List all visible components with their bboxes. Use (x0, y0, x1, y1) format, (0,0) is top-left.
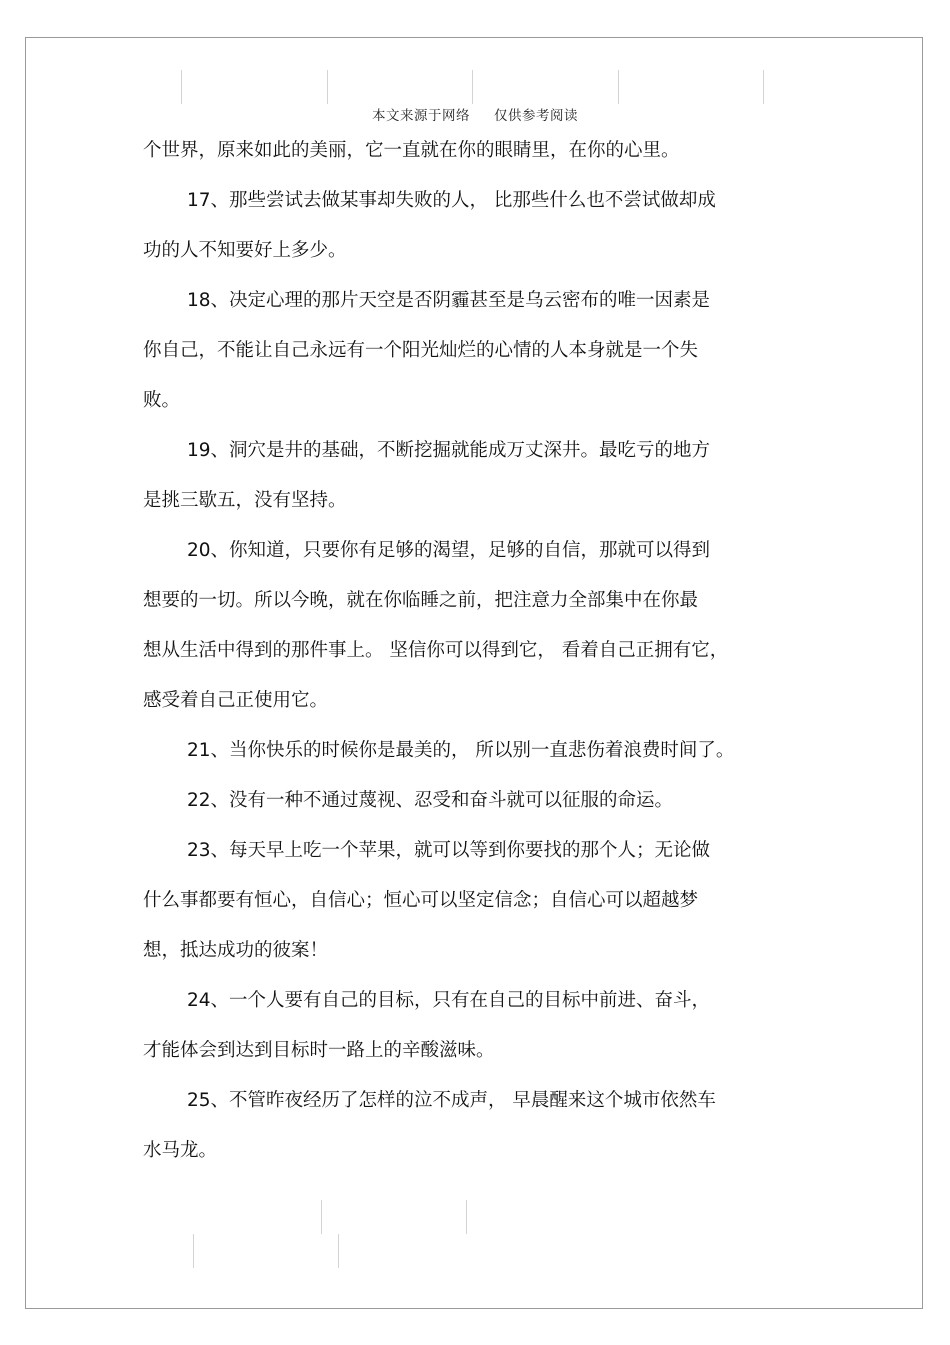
header-rule-mark (327, 70, 328, 104)
text-line: 17、那些尝试去做某事却失败的人， 比那些什么也不尝试做却成 (187, 190, 716, 211)
body-text (143, 134, 803, 1184)
text-line: 个世界，原来如此的美丽，它一直就在你的眼睛里，在你的心里。 (143, 140, 680, 161)
text-line: 25、不管昨夜经历了怎样的泣不成声， 早晨醒来这个城市依然车 (187, 1090, 716, 1111)
header-rule-mark (763, 70, 764, 104)
header-source-text: 本文来源于网络 (372, 108, 470, 124)
text-line: 想，抵达成功的彼案！ (143, 940, 329, 961)
header-rule-mark (618, 70, 619, 104)
text-line: 21、当你快乐的时候你是最美的， 所以别一直悲伤着浪费时间了。 (187, 740, 735, 761)
text-line: 你自己，不能让自己永远有一个阳光灿烂的心情的人本身就是一个失 (143, 340, 699, 361)
text-line: 水马龙。 (143, 1140, 218, 1161)
text-line: 才能体会到达到目标时一路上的辛酸滋味。 (143, 1040, 495, 1061)
header-rule-mark (472, 70, 473, 104)
text-line: 20、你知道，只要你有足够的渴望，足够的自信，那就可以得到 (187, 540, 711, 561)
text-line: 想要的一切。所以今晚，就在你临睡之前，把注意力全部集中在你最 (143, 590, 699, 611)
footer-rule-mark (193, 1234, 194, 1268)
header-reference-text: 仅供参考阅读 (494, 108, 578, 124)
footer-rule-mark (466, 1200, 467, 1234)
text-line: 什么事都要有恒心，自信心；恒心可以坚定信念；自信心可以超越梦 (143, 890, 699, 911)
text-line: 功的人不知要好上多少。 (143, 240, 347, 261)
text-line: 22、没有一种不通过蔑视、忍受和奋斗就可以征服的命运。 (187, 790, 674, 811)
text-line: 24、一个人要有自己的目标，只有在自己的目标中前进、奋斗， (187, 990, 711, 1011)
text-line: 19、洞穴是井的基础，不断挖掘就能成万丈深井。最吃亏的地方 (187, 440, 711, 461)
header-rule-mark (181, 70, 182, 104)
text-line: 23、每天早上吃一个苹果，就可以等到你要找的那个人；无论做 (187, 840, 711, 861)
text-line: 感受着自己正使用它。 (143, 690, 329, 711)
text-line: 败。 (143, 390, 181, 411)
text-line: 是挑三歇五，没有坚持。 (143, 490, 347, 511)
header-note (0, 104, 950, 124)
text-line: 想从生活中得到的那件事上。 坚信你可以得到它， 看着自己正拥有它， (143, 640, 729, 661)
text-line: 18、决定心理的那片天空是否阴霾甚至是乌云密布的唯一因素是 (187, 290, 711, 311)
footer-rule-mark (321, 1200, 322, 1234)
footer-rule-mark (338, 1234, 339, 1268)
